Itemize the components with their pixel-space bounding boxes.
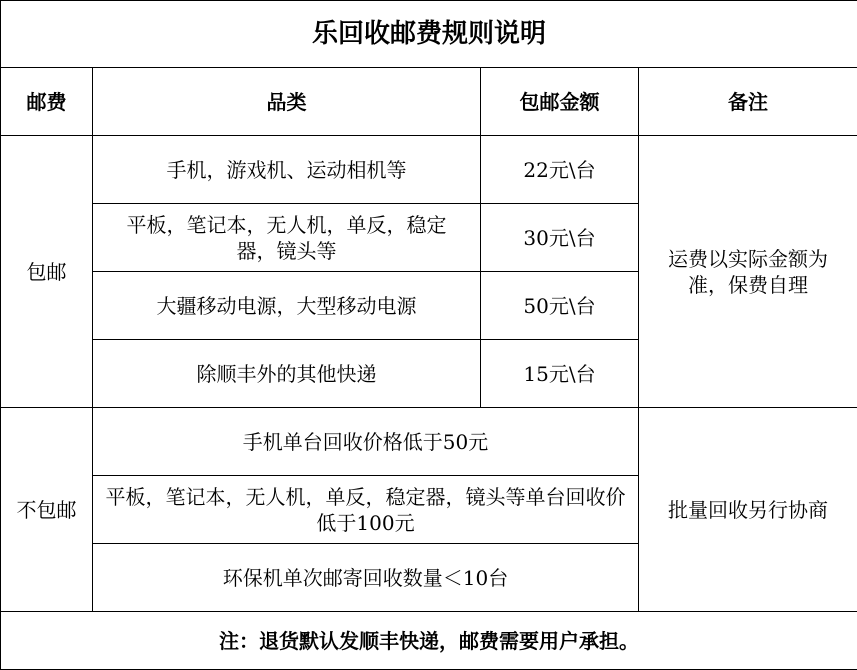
no-free-category-cell: 平板，笔记本，无人机，单反，稳定器，镜头等单台回收价低于100元 [93,476,639,544]
free-category-cell: 大疆移动电源，大型移动电源 [93,272,481,340]
header-remark: 备注 [639,68,857,136]
page-title: 乐回收邮费规则说明 [1,1,857,68]
no-free-shipping-label: 不包邮 [1,408,93,612]
free-category-cell: 手机，游戏机、运动相机等 [93,136,481,204]
free-shipping-remark: 运费以实际金额为准，保费自理 [639,136,857,408]
no-free-category-cell: 手机单台回收价格低于50元 [93,408,639,476]
header-category: 品类 [93,68,481,136]
no-free-shipping-remark: 批量回收另行协商 [639,408,857,612]
free-amount-cell: 22元\台 [481,136,639,204]
header-postage: 邮费 [1,68,93,136]
free-category-cell: 平板，笔记本，无人机，单反，稳定器，镜头等 [93,204,481,272]
no-free-category-cell: 环保机单次邮寄回收数量＜10台 [93,544,639,612]
free-amount-cell: 15元\台 [481,340,639,408]
free-category-cell: 除顺丰外的其他快递 [93,340,481,408]
header-free-amount: 包邮金额 [481,68,639,136]
free-shipping-label: 包邮 [1,136,93,408]
free-amount-cell: 30元\台 [481,204,639,272]
footer-note: 注：退货默认发顺丰快递，邮费需要用户承担。 [1,612,857,670]
free-amount-cell: 50元\台 [481,272,639,340]
